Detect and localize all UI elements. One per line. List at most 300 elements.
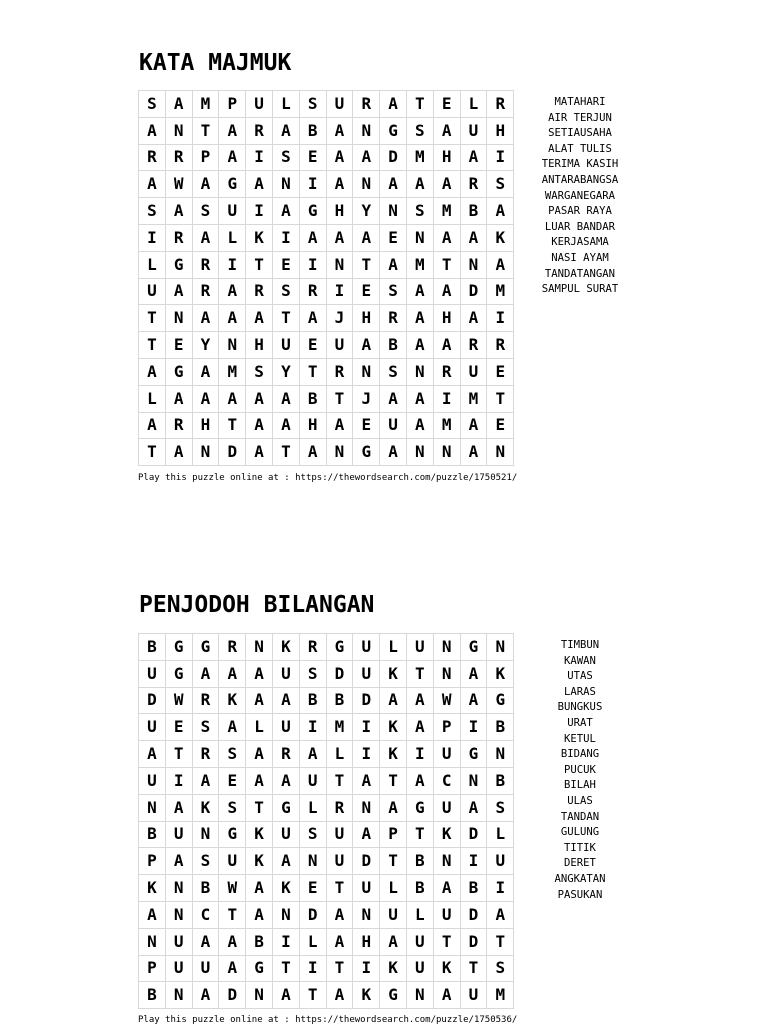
grid-cell[interactable]: D xyxy=(460,901,487,928)
grid-cell[interactable]: U xyxy=(380,901,407,928)
grid-cell[interactable]: A xyxy=(272,198,299,225)
grid-cell[interactable]: U xyxy=(246,91,273,118)
grid-cell[interactable]: P xyxy=(139,848,166,875)
grid-cell[interactable]: T xyxy=(433,251,460,278)
grid-cell[interactable]: D xyxy=(460,928,487,955)
grid-cell[interactable]: K xyxy=(487,660,514,687)
grid-cell[interactable]: N xyxy=(165,305,192,332)
grid-cell[interactable]: R xyxy=(139,144,166,171)
grid-cell[interactable]: I xyxy=(406,741,433,768)
grid-cell[interactable]: U xyxy=(272,821,299,848)
grid-cell[interactable]: A xyxy=(219,144,246,171)
grid-cell[interactable]: T xyxy=(139,332,166,359)
grid-cell[interactable]: I xyxy=(299,714,326,741)
grid-cell[interactable]: M xyxy=(326,714,353,741)
grid-cell[interactable]: S xyxy=(487,794,514,821)
grid-cell[interactable]: N xyxy=(433,439,460,466)
grid-cell[interactable]: A xyxy=(326,901,353,928)
grid-cell[interactable]: N xyxy=(433,660,460,687)
grid-cell[interactable]: T xyxy=(219,901,246,928)
grid-cell[interactable]: N xyxy=(165,117,192,144)
grid-cell[interactable]: B xyxy=(326,687,353,714)
grid-cell[interactable]: I xyxy=(299,251,326,278)
grid-cell[interactable]: E xyxy=(353,412,380,439)
grid-cell[interactable]: A xyxy=(192,385,219,412)
grid-cell[interactable]: E xyxy=(165,332,192,359)
grid-cell[interactable]: G xyxy=(299,198,326,225)
grid-cell[interactable]: P xyxy=(192,144,219,171)
grid-cell[interactable]: N xyxy=(406,982,433,1009)
grid-cell[interactable]: T xyxy=(380,767,407,794)
grid-cell[interactable]: M xyxy=(433,412,460,439)
grid-cell[interactable]: B xyxy=(139,821,166,848)
grid-cell[interactable]: A xyxy=(326,224,353,251)
grid-cell[interactable]: T xyxy=(299,982,326,1009)
grid-cell[interactable]: U xyxy=(219,198,246,225)
grid-cell[interactable]: N xyxy=(246,982,273,1009)
grid-cell[interactable]: B xyxy=(487,714,514,741)
grid-cell[interactable]: U xyxy=(353,660,380,687)
grid-cell[interactable]: G xyxy=(353,439,380,466)
grid-cell[interactable]: K xyxy=(380,955,407,982)
grid-cell[interactable]: A xyxy=(326,144,353,171)
grid-cell[interactable]: R xyxy=(460,332,487,359)
grid-cell[interactable]: A xyxy=(299,224,326,251)
grid-cell[interactable]: D xyxy=(139,687,166,714)
grid-cell[interactable]: U xyxy=(406,955,433,982)
grid-cell[interactable]: T xyxy=(380,848,407,875)
grid-cell[interactable]: A xyxy=(272,767,299,794)
grid-cell[interactable]: G xyxy=(326,634,353,661)
grid-cell[interactable]: T xyxy=(353,251,380,278)
grid-cell[interactable]: I xyxy=(272,224,299,251)
grid-cell[interactable]: A xyxy=(192,982,219,1009)
grid-cell[interactable]: N xyxy=(192,439,219,466)
grid-cell[interactable]: H xyxy=(326,198,353,225)
grid-cell[interactable]: R xyxy=(460,171,487,198)
grid-cell[interactable]: U xyxy=(272,714,299,741)
grid-cell[interactable]: G xyxy=(460,741,487,768)
grid-cell[interactable]: R xyxy=(299,278,326,305)
grid-cell[interactable]: U xyxy=(165,955,192,982)
grid-cell[interactable]: N xyxy=(326,251,353,278)
grid-cell[interactable]: A xyxy=(433,117,460,144)
grid-cell[interactable]: S xyxy=(246,358,273,385)
grid-cell[interactable]: A xyxy=(165,794,192,821)
grid-cell[interactable]: G xyxy=(246,955,273,982)
grid-cell[interactable]: G xyxy=(219,821,246,848)
grid-cell[interactable]: R xyxy=(326,794,353,821)
grid-cell[interactable]: A xyxy=(406,412,433,439)
grid-cell[interactable]: K xyxy=(380,660,407,687)
grid-cell[interactable]: U xyxy=(353,875,380,902)
grid-cell[interactable]: A xyxy=(433,875,460,902)
grid-cell[interactable]: E xyxy=(487,358,514,385)
grid-cell[interactable]: N xyxy=(192,821,219,848)
grid-cell[interactable]: A xyxy=(165,198,192,225)
grid-cell[interactable]: T xyxy=(299,358,326,385)
grid-cell[interactable]: A xyxy=(487,901,514,928)
grid-cell[interactable]: B xyxy=(380,332,407,359)
grid-cell[interactable]: R xyxy=(219,634,246,661)
grid-cell[interactable]: A xyxy=(192,224,219,251)
grid-cell[interactable]: B xyxy=(299,687,326,714)
grid-cell[interactable]: G xyxy=(165,660,192,687)
grid-cell[interactable]: R xyxy=(353,91,380,118)
grid-cell[interactable]: S xyxy=(380,278,407,305)
grid-cell[interactable]: A xyxy=(380,439,407,466)
grid-cell[interactable]: R xyxy=(433,358,460,385)
grid-cell[interactable]: A xyxy=(165,439,192,466)
grid-cell[interactable]: I xyxy=(353,955,380,982)
grid-cell[interactable]: H xyxy=(433,144,460,171)
grid-cell[interactable]: A xyxy=(219,117,246,144)
grid-cell[interactable]: A xyxy=(192,171,219,198)
grid-cell[interactable]: U xyxy=(165,821,192,848)
grid-cell[interactable]: N xyxy=(487,634,514,661)
grid-cell[interactable]: N xyxy=(406,358,433,385)
grid-cell[interactable]: R xyxy=(165,412,192,439)
grid-cell[interactable]: S xyxy=(192,714,219,741)
grid-cell[interactable]: E xyxy=(353,278,380,305)
grid-cell[interactable]: S xyxy=(380,358,407,385)
grid-cell[interactable]: B xyxy=(406,875,433,902)
grid-cell[interactable]: A xyxy=(433,224,460,251)
grid-cell[interactable]: E xyxy=(299,144,326,171)
grid-cell[interactable]: B xyxy=(139,982,166,1009)
grid-cell[interactable]: H xyxy=(192,412,219,439)
grid-cell[interactable]: E xyxy=(272,251,299,278)
grid-cell[interactable]: I xyxy=(165,767,192,794)
grid-cell[interactable]: M xyxy=(406,251,433,278)
grid-cell[interactable]: U xyxy=(139,767,166,794)
grid-cell[interactable]: I xyxy=(246,144,273,171)
grid-cell[interactable]: A xyxy=(380,385,407,412)
grid-cell[interactable]: R xyxy=(192,687,219,714)
grid-cell[interactable]: S xyxy=(299,660,326,687)
grid-cell[interactable]: A xyxy=(139,171,166,198)
grid-cell[interactable]: U xyxy=(139,660,166,687)
grid-cell[interactable]: A xyxy=(460,794,487,821)
grid-cell[interactable]: N xyxy=(353,901,380,928)
grid-cell[interactable]: N xyxy=(380,198,407,225)
grid-cell[interactable]: R xyxy=(192,251,219,278)
grid-cell[interactable]: P xyxy=(219,91,246,118)
grid-cell[interactable]: M xyxy=(192,91,219,118)
grid-cell[interactable]: H xyxy=(433,305,460,332)
grid-cell[interactable]: K xyxy=(433,955,460,982)
grid-cell[interactable]: R xyxy=(487,91,514,118)
grid-cell[interactable]: T xyxy=(165,741,192,768)
grid-cell[interactable]: A xyxy=(326,928,353,955)
grid-cell[interactable]: B xyxy=(406,848,433,875)
grid-cell[interactable]: T xyxy=(460,955,487,982)
grid-cell[interactable]: N xyxy=(487,439,514,466)
grid-cell[interactable]: A xyxy=(139,412,166,439)
grid-cell[interactable]: A xyxy=(380,251,407,278)
grid-cell[interactable]: U xyxy=(460,982,487,1009)
grid-cell[interactable]: A xyxy=(165,278,192,305)
grid-cell[interactable]: H xyxy=(299,412,326,439)
grid-cell[interactable]: I xyxy=(299,171,326,198)
grid-cell[interactable]: P xyxy=(433,714,460,741)
grid-cell[interactable]: A xyxy=(460,144,487,171)
grid-cell[interactable]: L xyxy=(326,741,353,768)
grid-cell[interactable]: A xyxy=(165,91,192,118)
grid-cell[interactable]: A xyxy=(353,144,380,171)
grid-cell[interactable]: A xyxy=(406,332,433,359)
grid-cell[interactable]: J xyxy=(326,305,353,332)
grid-cell[interactable]: B xyxy=(246,928,273,955)
grid-cell[interactable]: D xyxy=(219,982,246,1009)
grid-cell[interactable]: Y xyxy=(272,358,299,385)
grid-cell[interactable]: I xyxy=(272,928,299,955)
grid-cell[interactable]: A xyxy=(487,198,514,225)
grid-cell[interactable]: A xyxy=(380,687,407,714)
grid-cell[interactable]: U xyxy=(219,848,246,875)
grid-cell[interactable]: T xyxy=(433,928,460,955)
grid-cell[interactable]: A xyxy=(192,358,219,385)
grid-cell[interactable]: J xyxy=(353,385,380,412)
grid-cell[interactable]: K xyxy=(272,634,299,661)
grid-cell[interactable]: A xyxy=(299,439,326,466)
grid-cell[interactable]: A xyxy=(192,660,219,687)
grid-cell[interactable]: A xyxy=(487,251,514,278)
grid-cell[interactable]: T xyxy=(326,875,353,902)
grid-cell[interactable]: A xyxy=(272,687,299,714)
grid-cell[interactable]: G xyxy=(380,982,407,1009)
grid-cell[interactable]: Y xyxy=(192,332,219,359)
grid-cell[interactable]: S xyxy=(192,198,219,225)
grid-cell[interactable]: E xyxy=(299,875,326,902)
grid-cell[interactable]: G xyxy=(219,171,246,198)
grid-cell[interactable]: E xyxy=(219,767,246,794)
grid-cell[interactable]: N xyxy=(246,634,273,661)
grid-cell[interactable]: B xyxy=(460,875,487,902)
grid-cell[interactable]: L xyxy=(219,224,246,251)
grid-cell[interactable]: U xyxy=(272,660,299,687)
grid-cell[interactable]: I xyxy=(299,955,326,982)
grid-cell[interactable]: D xyxy=(460,278,487,305)
grid-cell[interactable]: I xyxy=(353,714,380,741)
grid-cell[interactable]: N xyxy=(299,848,326,875)
grid-cell[interactable]: D xyxy=(326,660,353,687)
grid-cell[interactable]: T xyxy=(326,767,353,794)
grid-cell[interactable]: R xyxy=(165,144,192,171)
grid-cell[interactable]: T xyxy=(326,385,353,412)
grid-cell[interactable]: U xyxy=(433,901,460,928)
grid-cell[interactable]: U xyxy=(299,767,326,794)
grid-cell[interactable]: H xyxy=(353,928,380,955)
grid-cell[interactable]: A xyxy=(406,767,433,794)
grid-cell[interactable]: A xyxy=(353,821,380,848)
grid-cell[interactable]: N xyxy=(433,634,460,661)
grid-cell[interactable]: I xyxy=(487,305,514,332)
grid-cell[interactable]: G xyxy=(272,794,299,821)
grid-cell[interactable]: H xyxy=(246,332,273,359)
grid-cell[interactable]: R xyxy=(272,741,299,768)
grid-cell[interactable]: A xyxy=(219,928,246,955)
grid-cell[interactable]: S xyxy=(487,171,514,198)
grid-cell[interactable]: A xyxy=(165,848,192,875)
grid-cell[interactable]: R xyxy=(326,358,353,385)
grid-cell[interactable]: M xyxy=(406,144,433,171)
grid-cell[interactable]: H xyxy=(353,305,380,332)
grid-cell[interactable]: S xyxy=(299,821,326,848)
grid-cell[interactable]: A xyxy=(219,305,246,332)
grid-cell[interactable]: L xyxy=(299,928,326,955)
grid-cell[interactable]: T xyxy=(272,439,299,466)
grid-cell[interactable]: U xyxy=(192,955,219,982)
grid-cell[interactable]: L xyxy=(299,794,326,821)
grid-cell[interactable]: E xyxy=(433,91,460,118)
grid-cell[interactable]: T xyxy=(487,385,514,412)
grid-cell[interactable]: G xyxy=(165,634,192,661)
grid-cell[interactable]: A xyxy=(272,385,299,412)
grid-cell[interactable]: A xyxy=(246,305,273,332)
grid-cell[interactable]: U xyxy=(406,928,433,955)
grid-cell[interactable]: A xyxy=(246,171,273,198)
grid-cell[interactable]: U xyxy=(326,848,353,875)
grid-cell[interactable]: A xyxy=(353,224,380,251)
grid-cell[interactable]: Y xyxy=(353,198,380,225)
grid-cell[interactable]: A xyxy=(246,439,273,466)
grid-cell[interactable]: R xyxy=(192,741,219,768)
grid-cell[interactable]: B xyxy=(192,875,219,902)
grid-cell[interactable]: A xyxy=(219,385,246,412)
grid-cell[interactable]: N xyxy=(353,358,380,385)
grid-cell[interactable]: T xyxy=(406,821,433,848)
grid-cell[interactable]: I xyxy=(326,278,353,305)
grid-cell[interactable]: N xyxy=(326,439,353,466)
grid-cell[interactable]: U xyxy=(272,332,299,359)
grid-cell[interactable]: T xyxy=(487,928,514,955)
grid-cell[interactable]: A xyxy=(460,412,487,439)
grid-cell[interactable]: A xyxy=(406,385,433,412)
grid-cell[interactable]: G xyxy=(165,358,192,385)
grid-cell[interactable]: U xyxy=(433,794,460,821)
grid-cell[interactable]: G xyxy=(192,634,219,661)
grid-cell[interactable]: U xyxy=(433,741,460,768)
grid-cell[interactable]: T xyxy=(219,412,246,439)
grid-cell[interactable]: K xyxy=(246,821,273,848)
grid-cell[interactable]: A xyxy=(272,412,299,439)
grid-cell[interactable]: N xyxy=(353,794,380,821)
grid-cell[interactable]: A xyxy=(246,687,273,714)
grid-cell[interactable]: S xyxy=(406,198,433,225)
grid-cell[interactable]: B xyxy=(299,385,326,412)
grid-cell[interactable]: U xyxy=(165,928,192,955)
grid-cell[interactable]: A xyxy=(299,305,326,332)
grid-cell[interactable]: A xyxy=(380,794,407,821)
grid-cell[interactable]: S xyxy=(139,91,166,118)
grid-cell[interactable]: A xyxy=(246,412,273,439)
grid-cell[interactable]: A xyxy=(406,278,433,305)
grid-cell[interactable]: S xyxy=(219,794,246,821)
grid-cell[interactable]: S xyxy=(272,278,299,305)
grid-cell[interactable]: N xyxy=(406,224,433,251)
grid-cell[interactable]: R xyxy=(246,278,273,305)
grid-cell[interactable]: A xyxy=(326,412,353,439)
grid-cell[interactable]: U xyxy=(380,412,407,439)
grid-cell[interactable]: A xyxy=(406,171,433,198)
grid-cell[interactable]: A xyxy=(406,687,433,714)
grid-cell[interactable]: W xyxy=(165,687,192,714)
grid-cell[interactable]: A xyxy=(246,901,273,928)
grid-cell[interactable]: N xyxy=(165,901,192,928)
grid-cell[interactable]: L xyxy=(139,385,166,412)
grid-cell[interactable]: N xyxy=(460,767,487,794)
grid-cell[interactable]: K xyxy=(380,714,407,741)
grid-cell[interactable]: A xyxy=(219,714,246,741)
grid-cell[interactable]: I xyxy=(219,251,246,278)
grid-cell[interactable]: N xyxy=(165,982,192,1009)
grid-cell[interactable]: A xyxy=(353,332,380,359)
grid-cell[interactable]: M xyxy=(219,358,246,385)
grid-cell[interactable]: W xyxy=(433,687,460,714)
grid-cell[interactable]: L xyxy=(380,875,407,902)
grid-cell[interactable]: A xyxy=(246,875,273,902)
grid-cell[interactable]: K xyxy=(272,875,299,902)
grid-cell[interactable]: A xyxy=(406,305,433,332)
grid-cell[interactable]: R xyxy=(246,117,273,144)
grid-cell[interactable]: I xyxy=(139,224,166,251)
grid-cell[interactable]: A xyxy=(192,305,219,332)
grid-cell[interactable]: K xyxy=(246,848,273,875)
grid-cell[interactable]: I xyxy=(353,741,380,768)
grid-cell[interactable]: A xyxy=(272,982,299,1009)
grid-cell[interactable]: R xyxy=(192,278,219,305)
grid-cell[interactable]: A xyxy=(272,848,299,875)
grid-cell[interactable]: I xyxy=(246,198,273,225)
grid-cell[interactable]: W xyxy=(165,171,192,198)
grid-cell[interactable]: U xyxy=(406,634,433,661)
grid-cell[interactable]: P xyxy=(380,821,407,848)
grid-cell[interactable]: N xyxy=(487,741,514,768)
grid-cell[interactable]: U xyxy=(139,278,166,305)
grid-cell[interactable]: K xyxy=(433,821,460,848)
grid-cell[interactable]: S xyxy=(192,848,219,875)
grid-cell[interactable]: N xyxy=(460,251,487,278)
grid-cell[interactable]: A xyxy=(246,385,273,412)
grid-cell[interactable]: M xyxy=(487,278,514,305)
grid-cell[interactable]: M xyxy=(487,982,514,1009)
grid-cell[interactable]: N xyxy=(406,439,433,466)
grid-cell[interactable]: N xyxy=(433,848,460,875)
grid-cell[interactable]: A xyxy=(353,767,380,794)
grid-cell[interactable]: I xyxy=(433,385,460,412)
grid-cell[interactable]: A xyxy=(219,278,246,305)
grid-cell[interactable]: K xyxy=(487,224,514,251)
grid-cell[interactable]: G xyxy=(406,794,433,821)
grid-cell[interactable]: K xyxy=(192,794,219,821)
grid-cell[interactable]: N xyxy=(353,171,380,198)
grid-cell[interactable]: N xyxy=(139,928,166,955)
grid-cell[interactable]: L xyxy=(380,634,407,661)
grid-cell[interactable]: T xyxy=(272,305,299,332)
grid-cell[interactable]: U xyxy=(460,117,487,144)
grid-cell[interactable]: T xyxy=(406,660,433,687)
grid-cell[interactable]: L xyxy=(272,91,299,118)
grid-cell[interactable]: U xyxy=(139,714,166,741)
grid-cell[interactable]: L xyxy=(406,901,433,928)
grid-cell[interactable]: D xyxy=(353,848,380,875)
grid-cell[interactable]: N xyxy=(272,901,299,928)
grid-cell[interactable]: E xyxy=(299,332,326,359)
grid-cell[interactable]: H xyxy=(487,117,514,144)
grid-cell[interactable]: I xyxy=(487,875,514,902)
grid-cell[interactable]: T xyxy=(192,117,219,144)
